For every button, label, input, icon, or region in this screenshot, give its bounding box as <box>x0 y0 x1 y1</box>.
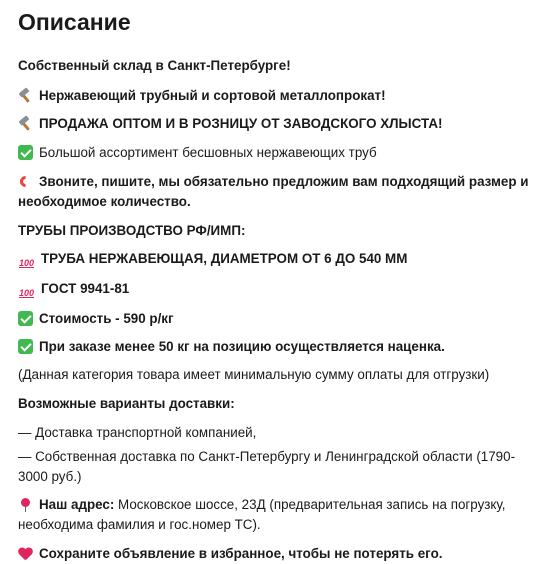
hundred-points-icon: 100 <box>18 258 35 268</box>
check-mark-icon <box>18 339 33 354</box>
save-favorite-line: Сохраните объявление в избранное, чтобы не потерять его. <box>18 544 540 564</box>
hammer-icon <box>18 116 33 131</box>
hundred-points-icon: 100 <box>18 288 35 298</box>
wholesale-line: ПРОДАЖА ОПТОМ И В РОЗНИЦУ ОТ ЗАВОДСКОГО ХЛЫСТА! <box>18 114 540 134</box>
heart-icon <box>18 546 33 561</box>
gost-line: 100 ГОСТ 9941-81 <box>18 279 540 301</box>
delivery-heading: Возможные варианты доставки: <box>18 396 235 411</box>
check-mark-icon <box>18 145 33 160</box>
address-text: Московское шоссе, 23Д (предварительная запись на погрузку, необходима фамилия и гос.номер ТС). <box>18 497 506 532</box>
section-title: Описание <box>18 9 131 35</box>
pushpin-icon <box>18 497 33 512</box>
pipes-origin-heading: ТРУБЫ ПРОИЗВОДСТВО РФ/ИМП: <box>18 223 246 238</box>
delivery-option-own: — Собственная доставка по Санкт-Петербургу и Ленинградской области (1790-3000 руб.) <box>18 449 516 484</box>
warehouse-line: Собственный склад в Санкт-Петербурге! <box>18 58 291 73</box>
pipe-diameter-line: 100 ТРУБА НЕРЖАВЕЮЩАЯ, ДИАМЕТРОМ ОТ 6 ДО 540 ММ <box>18 249 540 271</box>
hammer-icon <box>18 88 33 103</box>
telephone-icon <box>18 174 33 189</box>
assortment-line: Большой ассортимент бесшовных нержавеющих труб <box>18 143 540 163</box>
call-us-line: Звоните, пишите, мы обязательно предложим вам подходящий размер и необходимое количество. <box>18 174 529 209</box>
check-mark-icon <box>18 311 33 326</box>
address-label: Наш адрес: <box>39 497 115 512</box>
address-line <box>18 495 540 535</box>
metal-products-line: Нержавеющий трубный и сортовой металлопрокат! <box>18 86 540 106</box>
price-line: Стоимость - 590 р/кг <box>18 309 540 329</box>
delivery-option-transport: — Доставка транспортной компанией, <box>18 425 257 440</box>
min-payment-note: (Данная категория товара имеет минимальную сумму оплаты для отгрузки) <box>18 367 490 382</box>
markup-line: При заказе менее 50 кг на позицию осуществляется наценка. <box>18 337 540 357</box>
